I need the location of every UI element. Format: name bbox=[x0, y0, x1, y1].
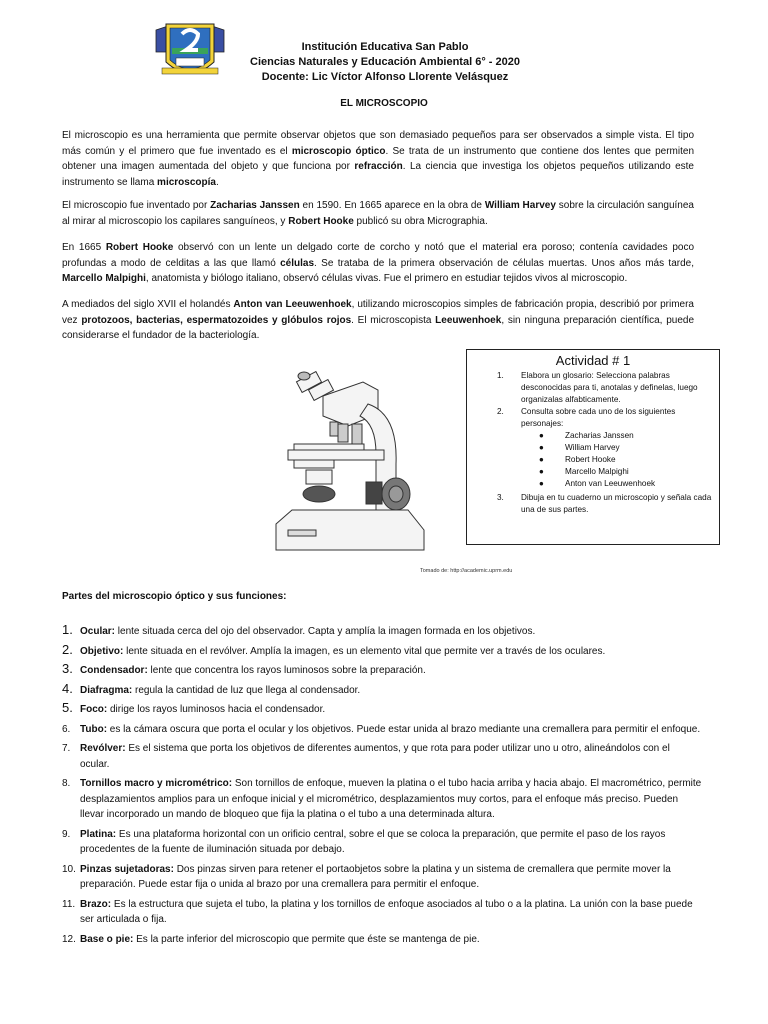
text-run: , sin ninguna preparación científica, puede considerarse el fundador de la bacteriología. bbox=[62, 314, 695, 341]
bold-term: Marcello Malpighi bbox=[62, 273, 146, 284]
bold-term: Zacharias Janssen bbox=[210, 200, 300, 211]
part-item bbox=[62, 624, 702, 640]
text-run: El microscopio fue inventado por bbox=[62, 200, 211, 211]
part-number: 2. bbox=[62, 641, 73, 657]
bullet-icon: ● bbox=[539, 455, 544, 464]
part-item bbox=[62, 641, 702, 660]
text-run: . La ciencia que investiga los objetos pequeños utilizando este instrumento se llama bbox=[62, 161, 694, 188]
person-name: Marcello Malpighi bbox=[565, 467, 629, 476]
school-logo bbox=[152, 22, 228, 84]
part-name: Foco: bbox=[80, 704, 108, 715]
part-item bbox=[62, 897, 702, 928]
part-name: Brazo: bbox=[80, 898, 112, 910]
part-number: 7. bbox=[62, 743, 71, 754]
bold-term: Anton van Leeuwenhoek bbox=[233, 299, 352, 310]
bold-term: protozoos, bacterias, espermatozoides y glóbulos rojos bbox=[81, 314, 352, 326]
activity-item-number: 1. bbox=[497, 371, 504, 380]
part-item bbox=[62, 862, 702, 893]
text-run: en 1590. En 1665 aparece en la obra de bbox=[299, 200, 485, 211]
bold-term: células bbox=[280, 257, 315, 269]
teacher-name: Docente: Lic Víctor Alfonso Llorente Velásquez bbox=[261, 71, 509, 83]
part-name: Platina: bbox=[80, 828, 117, 840]
bold-term: microscopio óptico bbox=[291, 145, 386, 157]
bold-term: Leeuwenhoek bbox=[435, 314, 502, 326]
text-run: , utilizando microscopios simples de fabricación propia, describió por primera vez bbox=[62, 299, 694, 326]
parts-list bbox=[62, 624, 702, 951]
part-item bbox=[62, 680, 702, 699]
activity-item-text: Consulta sobre cada uno de los siguientes personajes: bbox=[521, 407, 676, 428]
person-item bbox=[467, 442, 719, 454]
part-name: Revólver: bbox=[80, 743, 126, 754]
part-item bbox=[62, 722, 702, 738]
activity-box bbox=[466, 349, 720, 545]
part-item bbox=[62, 932, 702, 948]
person-item bbox=[467, 478, 719, 490]
part-description: Es la parte inferior del microscopio que permite que éste se mantenga de pie. bbox=[133, 933, 480, 945]
text-run: publicó su obra Micrographia. bbox=[353, 215, 488, 227]
text-run: observó con un lente un delgado corte de corcho y notó que el material era poroso; contenía cavidades poco profundas a modo de celditas a las que llamó bbox=[62, 242, 695, 269]
text-run: En 1665 bbox=[62, 242, 106, 253]
text-run: . Se trataba de la primera observación de células muertas. Unos años más tarde, bbox=[314, 257, 695, 269]
part-description: dirige los rayos luminosos hacia el condensador. bbox=[107, 704, 326, 715]
part-name: Base o pie: bbox=[80, 933, 134, 945]
part-name: Pinzas sujetadoras: bbox=[80, 863, 174, 875]
microscope-illustration bbox=[268, 354, 428, 564]
activity-item-number: 3. bbox=[497, 493, 504, 502]
part-name: Objetivo: bbox=[80, 645, 124, 657]
bullet-icon: ● bbox=[539, 479, 544, 488]
paragraph-leeuwenhoek bbox=[62, 297, 694, 344]
activity-list bbox=[467, 370, 719, 430]
part-number: 1. bbox=[62, 622, 73, 637]
activity-list bbox=[467, 492, 719, 516]
bold-term: Robert Hooke bbox=[105, 242, 174, 253]
course-name: Ciencias Naturales y Educación Ambiental 6° - 2020 bbox=[250, 56, 520, 68]
parts-heading: Partes del microscopio óptico y sus funciones: bbox=[62, 591, 287, 602]
part-item bbox=[62, 663, 702, 679]
document-title: EL MICROSCOPIO bbox=[340, 98, 428, 109]
part-description: Son tornillos de enfoque, mueven la platina o el tubo hacia arriba y hacia abajo. El macrométrico, permite desplazamientos amplios para un enfoque inicial y el micrométrico, desplazamientos muy cortos, para el enfoque más preciso. Pueden llevar incorporado un mando de bloqueo que fija la platina o el tubo a una determinada altura. bbox=[80, 778, 702, 820]
part-number: 4. bbox=[62, 680, 73, 696]
bold-term: Robert Hooke bbox=[288, 215, 354, 227]
text-run: A mediados del siglo XVII el holandés bbox=[62, 299, 234, 310]
part-item bbox=[62, 827, 702, 858]
text-run: sobre la circulación sanguínea al mirar al microscopio los capilares sanguíneos, y bbox=[62, 200, 694, 227]
part-item bbox=[62, 741, 702, 772]
part-name: Tornillos macro y micrométrico: bbox=[80, 778, 233, 789]
part-description: Es una plataforma horizontal con un orificio central, sobre el que se coloca la preparación, que permite el paso de los rayos procedentes de la fuente de iluminación situada por debajo. bbox=[80, 828, 666, 855]
person-name: William Harvey bbox=[565, 443, 620, 452]
part-number: 9. bbox=[62, 828, 71, 840]
part-description: es la cámara oscura que porta el ocular y los objetivos. Puede estar unida al brazo mediante una cremallera para permitir el enfoque. bbox=[107, 723, 701, 735]
part-description: regula la cantidad de luz que llega al condensador. bbox=[132, 684, 361, 696]
bullet-icon: ● bbox=[539, 467, 544, 476]
activity-item bbox=[467, 370, 719, 406]
image-source: Tomado de: http://academic.uprm.edu bbox=[420, 568, 513, 574]
activity-item-text: Elabora un glosario: Selecciona palabras desconocidas para ti, anotalas y definelas, luego organizalas alfabticamente. bbox=[521, 371, 698, 404]
part-item bbox=[62, 776, 702, 823]
activity-item bbox=[467, 406, 719, 430]
bold-term: William Harvey bbox=[484, 200, 556, 211]
part-name: Condensador: bbox=[80, 665, 148, 676]
text-run: , anatomista y biólogo italiano, observó células vivas. Fue el primero en estudiar tejidos vivos al microscopio. bbox=[145, 273, 628, 284]
text-run: . bbox=[215, 176, 219, 188]
part-number: 8. bbox=[62, 778, 71, 789]
text-run: . Se trata de un instrumento que contiene dos lentes que permiten obtener una imagen aumentada del objeto y que funciona por bbox=[62, 145, 695, 172]
activity-item-number: 2. bbox=[497, 407, 504, 416]
paragraph-invention bbox=[62, 198, 694, 229]
part-name: Diafragma: bbox=[80, 684, 133, 696]
bullet-icon: ● bbox=[539, 443, 544, 452]
bold-term: refracción bbox=[354, 161, 403, 172]
part-name: Ocular: bbox=[80, 626, 116, 637]
people-list bbox=[467, 430, 719, 490]
part-description: Dos pinzas sirven para retener el portaobjetos sobre la platina y un sistema de cremallera que permite mover la preparación. Puede estar fija o unida al brazo por una cremallera para permitir el enfoque. bbox=[80, 863, 671, 890]
part-name: Tubo: bbox=[80, 723, 108, 735]
person-item bbox=[467, 430, 719, 442]
text-run: El microscopio es una herramienta que permite observar objetos que son demasiado pequeños para ser observados a simple vista. El tipo más común y el primero que fue inventado es el bbox=[62, 130, 694, 157]
part-number: 10. bbox=[62, 863, 76, 875]
document-header bbox=[240, 40, 530, 85]
person-name: Zacharias Janssen bbox=[565, 431, 634, 440]
activity-title: Actividad # 1 bbox=[555, 353, 631, 368]
part-description: lente situada en el revólver. Amplía la imagen, es un elemento vital que permite ver a través de los oculares. bbox=[123, 645, 606, 657]
part-number: 6. bbox=[62, 723, 71, 735]
paragraph-hooke bbox=[62, 240, 694, 287]
bullet-icon: ● bbox=[539, 431, 544, 440]
part-description: lente que concentra los rayos luminosos sobre la preparación. bbox=[147, 665, 426, 676]
paragraph-intro bbox=[62, 128, 694, 190]
person-name: Robert Hooke bbox=[565, 455, 616, 464]
text-run: . El microscopista bbox=[351, 314, 436, 326]
person-item bbox=[467, 466, 719, 478]
part-number: 5. bbox=[62, 700, 73, 715]
part-number: 12. bbox=[62, 933, 76, 945]
institution-name: Institución Educativa San Pablo bbox=[301, 41, 469, 53]
part-description: Es la estructura que sujeta el tubo, la platina y los tornillos de enfoque asociados al tubo o a la platina. La unión con la base puede ser articulada o fija. bbox=[80, 898, 693, 925]
activity-item-text: Dibuja en tu cuaderno un microscopio y señala cada una de sus partes. bbox=[521, 493, 712, 514]
bold-term: microscopía bbox=[157, 176, 216, 188]
person-item bbox=[467, 454, 719, 466]
person-name: Anton van Leeuwenhoek bbox=[565, 479, 656, 488]
activity-item bbox=[467, 492, 719, 516]
part-description: lente situada cerca del ojo del observador. Capta y amplía la imagen formada en los objetivos. bbox=[115, 626, 536, 637]
part-item bbox=[62, 702, 702, 718]
part-description: Es el sistema que porta los objetivos de diferentes aumentos, y que rota para poder utilizar uno u otro, alineándolos con el ocular. bbox=[80, 743, 670, 770]
part-number: 3. bbox=[62, 661, 73, 676]
part-number: 11. bbox=[62, 898, 76, 910]
